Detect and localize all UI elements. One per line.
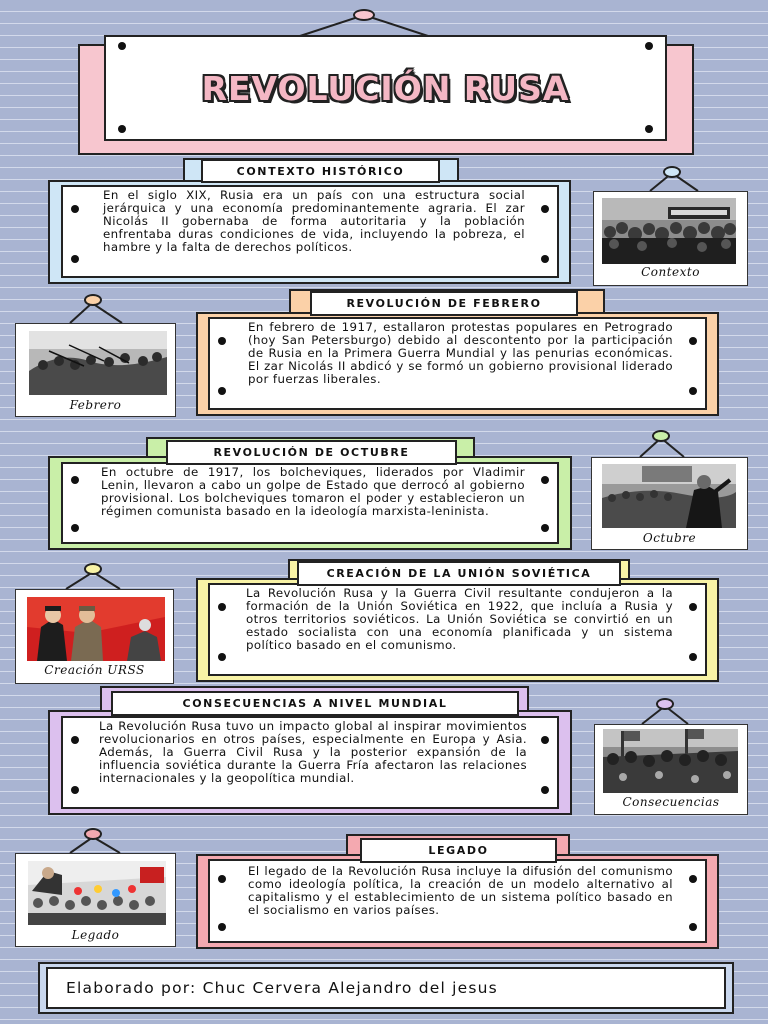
legado-photo-frame (15, 853, 176, 947)
octubre-pin (652, 430, 670, 442)
contexto-heading: CONTEXTO HISTÓRICO (201, 159, 440, 183)
febrero-pin (84, 294, 102, 306)
consecuencias-pin (656, 698, 674, 710)
febrero-heading: REVOLUCIÓN DE FEBRERO (310, 291, 578, 316)
febrero-caption: Febrero (69, 398, 122, 412)
urss-heading: CREACIÓN DE LA UNIÓN SOVIÉTICA (297, 561, 621, 586)
febrero-card (208, 317, 707, 410)
author-credit: Elaborado por: Chuc Cervera Alejandro del jesus (66, 979, 498, 997)
consecuencias-text: La Revolución Rusa tuvo un impacto global al inspirar movimientos revolucionarios en otros países, especialmente en Europa y Asia. Además, la Guerra Civil Rusa y la posterior expansión de la influencia soviética durante la Guerra Fría afectaron las relaciones internacionales y la geopolítica mundial. (99, 719, 527, 785)
urss-card (208, 583, 707, 676)
consecuencias-heading: CONSECUENCIAS A NIVEL MUNDIAL (111, 691, 519, 716)
title-panel (104, 35, 667, 141)
urss-text: La Revolución Rusa y la Guerra Civil resultante condujeron a la formación de la Unión Soviética en 1922, que incluía a Rusia y otros territorios soviéticos. La Unión Soviética se convirtió en un estado socialista con una economía planificada y un sistema político basado en el comunismo. (246, 586, 673, 652)
contexto-text: En el siglo XIX, Rusia era un país con una estructura social jerárquica y una economía predominantemente agraria. El zar Nicolás II gobernaba de forma autoritaria y la población enfrentaba duras condiciones de vida, incluyendo la pobreza, el hambre y la falta de derechos políticos. (103, 188, 525, 254)
contexto-photo (602, 198, 736, 264)
consecuencias-card (61, 716, 559, 809)
legado-card (208, 859, 707, 943)
febrero-photo (29, 331, 167, 395)
urss-pin (84, 563, 102, 575)
urss-photo (27, 597, 165, 661)
octubre-heading: REVOLUCIÓN DE OCTUBRE (166, 440, 457, 465)
contexto-card (61, 185, 559, 278)
urss-caption: Creación URSS (44, 663, 145, 677)
consecuencias-photo-frame (594, 724, 748, 815)
octubre-photo-frame (591, 457, 748, 550)
legado-pin (84, 828, 102, 840)
legado-text: El legado de la Revolución Rusa incluye la difusión del comunismo como ideología política, la creación de un modelo alternativo al capitalismo y el establecimiento de un sistema político basado en el socialismo en varios países. (248, 864, 673, 917)
consecuencias-caption: Consecuencias (622, 795, 720, 809)
page-title: REVOLUCIÓN RUSA (201, 68, 570, 108)
consecuencias-photo (603, 729, 738, 793)
legado-photo (28, 861, 166, 925)
title-pin (353, 9, 375, 21)
contexto-photo-frame (593, 191, 748, 286)
legado-heading: LEGADO (360, 838, 557, 863)
octubre-caption: Octubre (642, 531, 697, 545)
contexto-caption: Contexto (641, 265, 700, 279)
octubre-card (61, 462, 559, 544)
urss-photo-frame (15, 589, 174, 684)
octubre-photo (602, 464, 736, 528)
footer-panel (46, 967, 726, 1009)
legado-caption: Legado (71, 928, 120, 942)
febrero-photo-frame (15, 323, 176, 417)
contexto-pin (663, 166, 681, 178)
octubre-text: En octubre de 1917, los bolcheviques, liderados por Vladimir Lenin, llevaron a cabo un golpe de Estado que derrocó al gobierno provisional. Los bolcheviques tomaron el poder y establecieron un régimen comunista basado en la ideología marxista-leninista. (101, 465, 525, 518)
febrero-text: En febrero de 1917, estallaron protestas populares en Petrogrado (hoy San Petersburgo) debido al descontento por la participación de Rusia en la Primera Guerra Mundial y las penurias económicas. El zar Nicolás II abdicó y se formó un gobierno provisional liderado por fuerzas liberales. (248, 320, 673, 386)
